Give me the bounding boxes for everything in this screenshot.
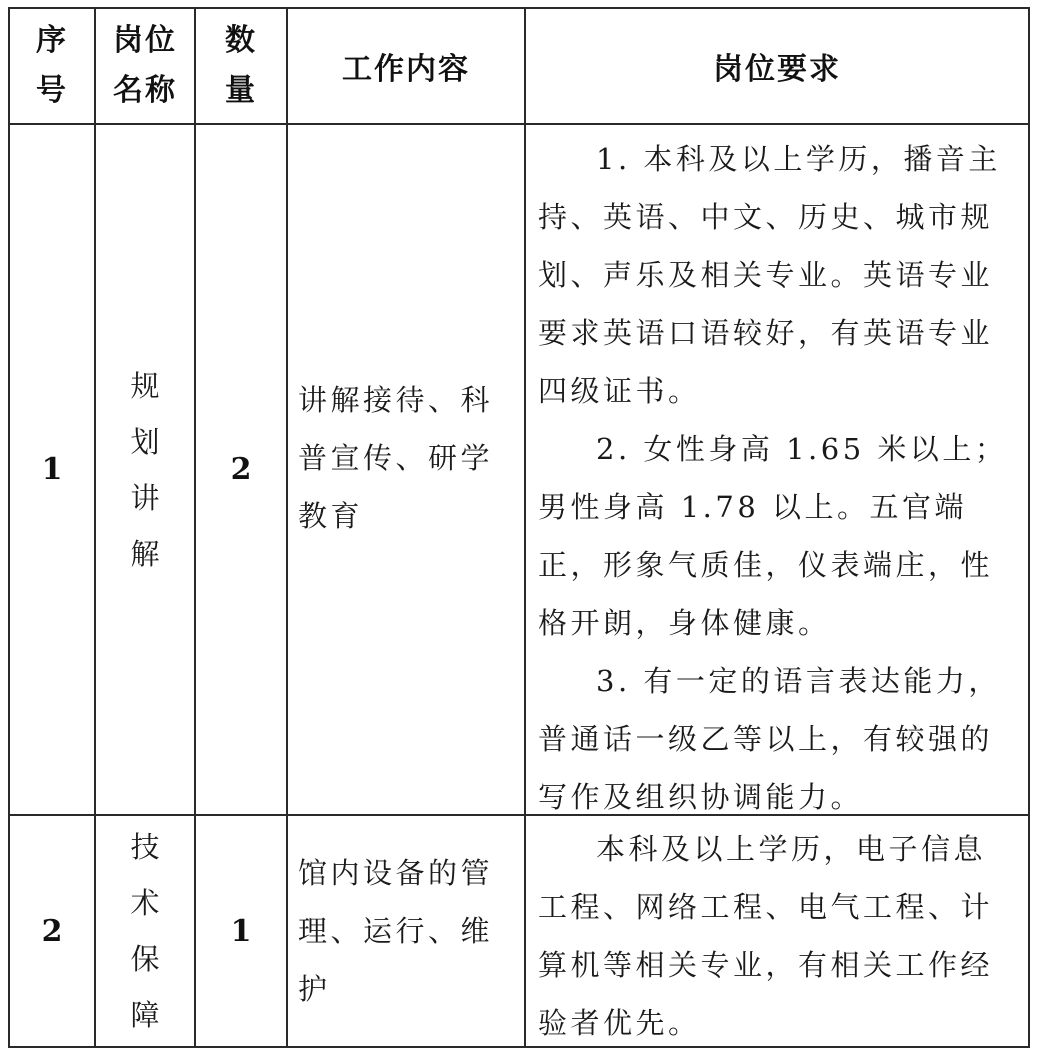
header-index: 序号 (36, 23, 68, 108)
requirement-item: 2. 女性身高 1.65 米以上；男性身高 1.78 以上。五官端正，形象气质佳，仪表端庄，性格开朗，身体健康。 (538, 432, 1008, 640)
header-work-content: 工作内容 (342, 52, 470, 87)
requirement-item: 1. 本科及以上学历，播音主持、英语、中文、历史、城市规划、声乐及相关专业。英语专业要求英语口语较好，有英语专业四级证书。 (538, 142, 1001, 408)
row1-requirements (526, 130, 1028, 826)
row1-work-content: 讲解接待、科普宣传、研学教育 (298, 382, 494, 533)
row2-requirements (526, 820, 1028, 1052)
header-requirements: 岗位要求 (713, 52, 841, 87)
header-count: 数量 (225, 23, 257, 108)
row2-work-content: 馆内设备的管理、运行、维护 (298, 856, 494, 1006)
requirement-item: 本科及以上学历，电子信息工程、网络工程、电气工程、计算机等相关专业，有相关工作经验者优先。 (538, 832, 994, 1040)
row2-count: 1 (230, 913, 252, 949)
row2-index: 2 (41, 913, 63, 949)
row2-position-name: 技术保障 (130, 830, 160, 1032)
row1-count: 2 (230, 452, 252, 487)
requirement-item: 3. 有一定的语言表达能力，普通话一级乙等以上，有较强的写作及组织协调能力。 (538, 664, 1001, 814)
table-border-right (1028, 7, 1030, 1048)
header-position-name: 岗位名称 (113, 23, 177, 108)
row1-index: 1 (41, 452, 63, 487)
row1-position-name: 规划讲解 (130, 368, 160, 571)
